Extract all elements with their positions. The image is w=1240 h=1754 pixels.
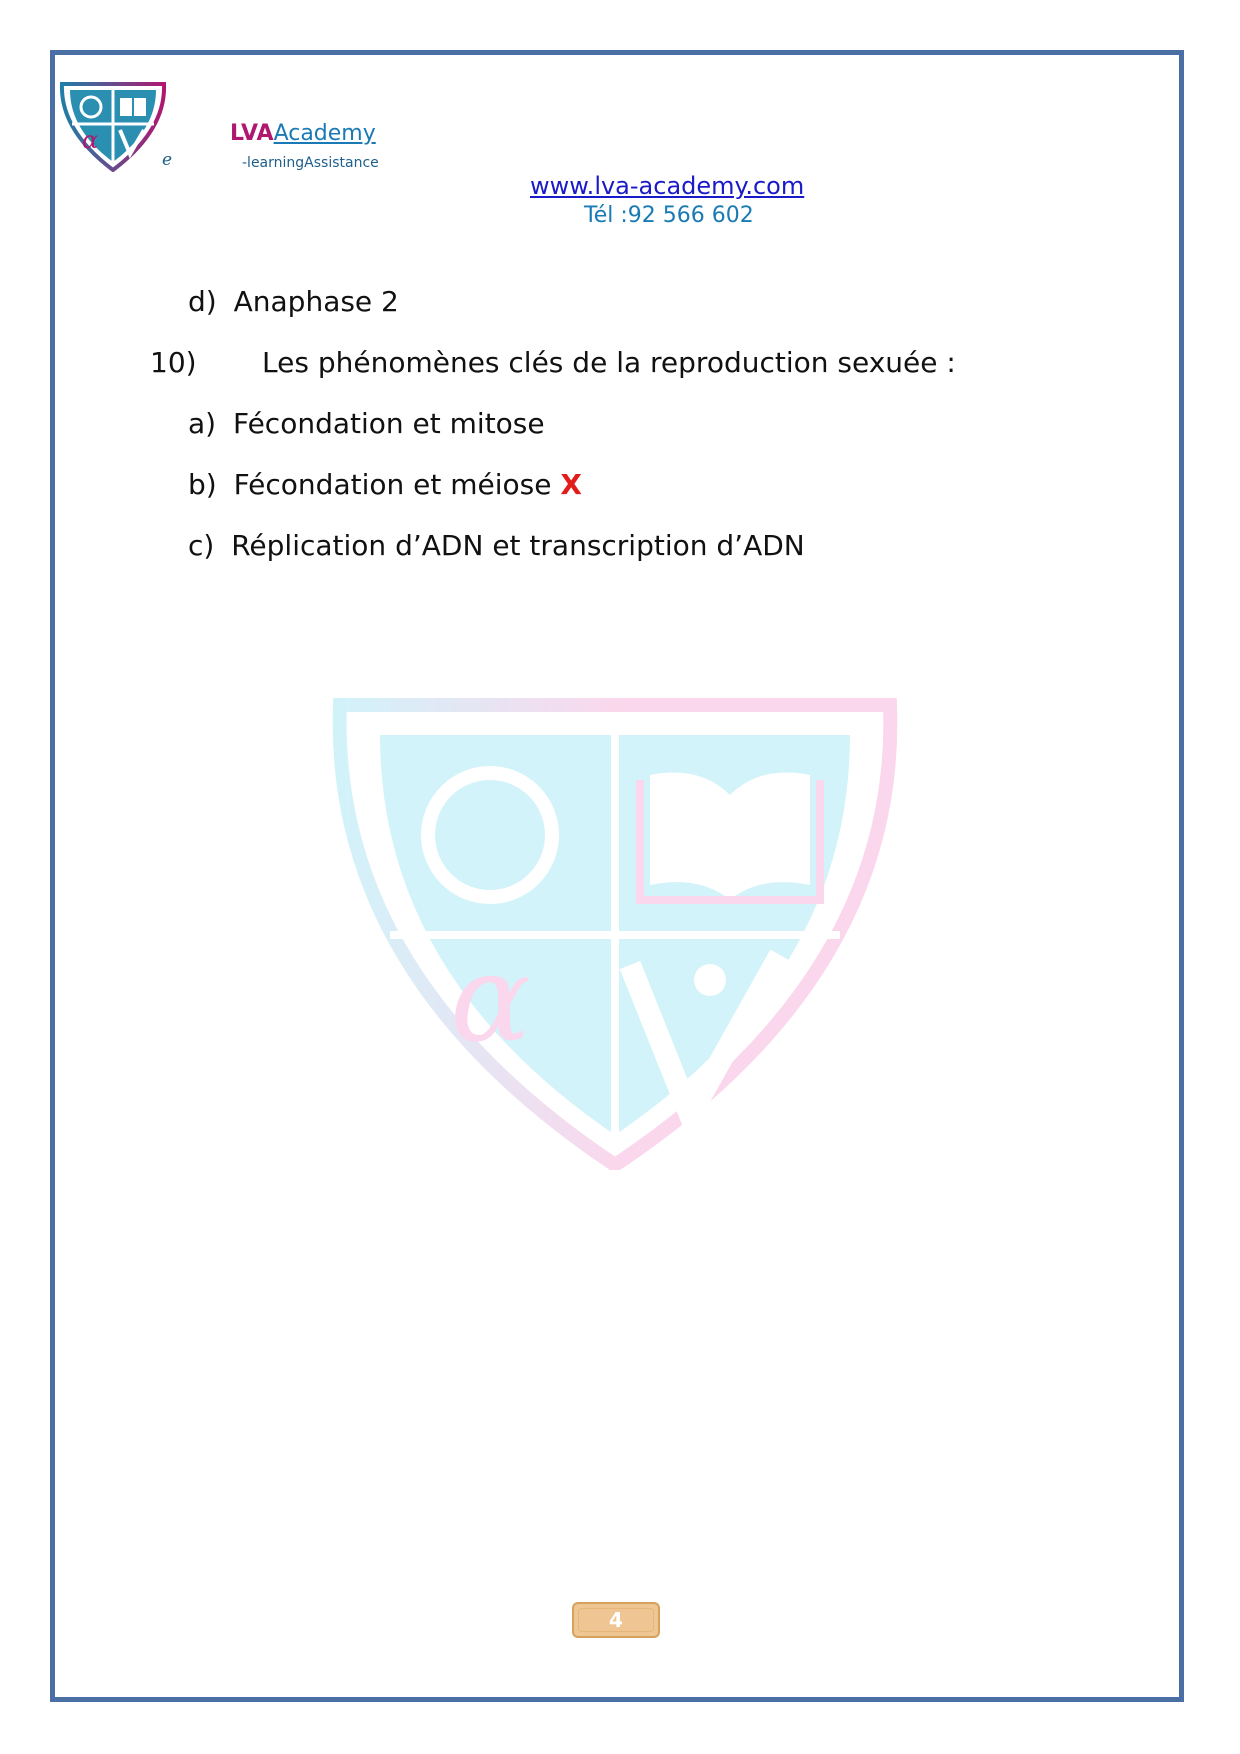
option-a-label: a) <box>188 407 217 440</box>
brand-tagline: -learningAssistance <box>242 155 379 171</box>
question-text: Les phénomènes clés de la reproduction sexuée : <box>262 346 956 379</box>
page-number: 4 <box>609 1608 623 1632</box>
brand-academy: Academy <box>273 121 376 146</box>
option-c-line <box>188 529 805 562</box>
option-c-text: Réplication d’ADN et transcription d’ADN <box>231 529 805 562</box>
watermark-shield-logo <box>330 695 900 1170</box>
svg-text:α: α <box>450 930 532 1069</box>
option-a-line <box>188 407 545 440</box>
option-b-text: Fécondation et méiose <box>233 468 552 501</box>
brand-lva: LVA <box>230 121 274 146</box>
lva-shield-logo <box>58 80 168 172</box>
option-d-label: d) <box>188 285 217 318</box>
brand-name <box>230 121 376 147</box>
option-d-text: Anaphase 2 <box>233 285 399 318</box>
correct-answer-mark: X <box>560 468 582 501</box>
option-b-line <box>188 468 582 501</box>
option-b-label: b) <box>188 468 217 501</box>
website-link[interactable]: www.lva-academy.com <box>530 172 805 200</box>
question-10-line <box>150 346 956 379</box>
question-number: 10) <box>150 346 197 379</box>
option-d-line <box>188 285 399 318</box>
svg-text:α: α <box>82 126 99 154</box>
page-number-badge <box>572 1602 660 1638</box>
option-a-text: Fécondation et mitose <box>233 407 545 440</box>
logo-letter: e <box>162 150 173 170</box>
option-c-label: c) <box>188 529 215 562</box>
phone-number: Tél :92 566 602 <box>584 203 754 228</box>
